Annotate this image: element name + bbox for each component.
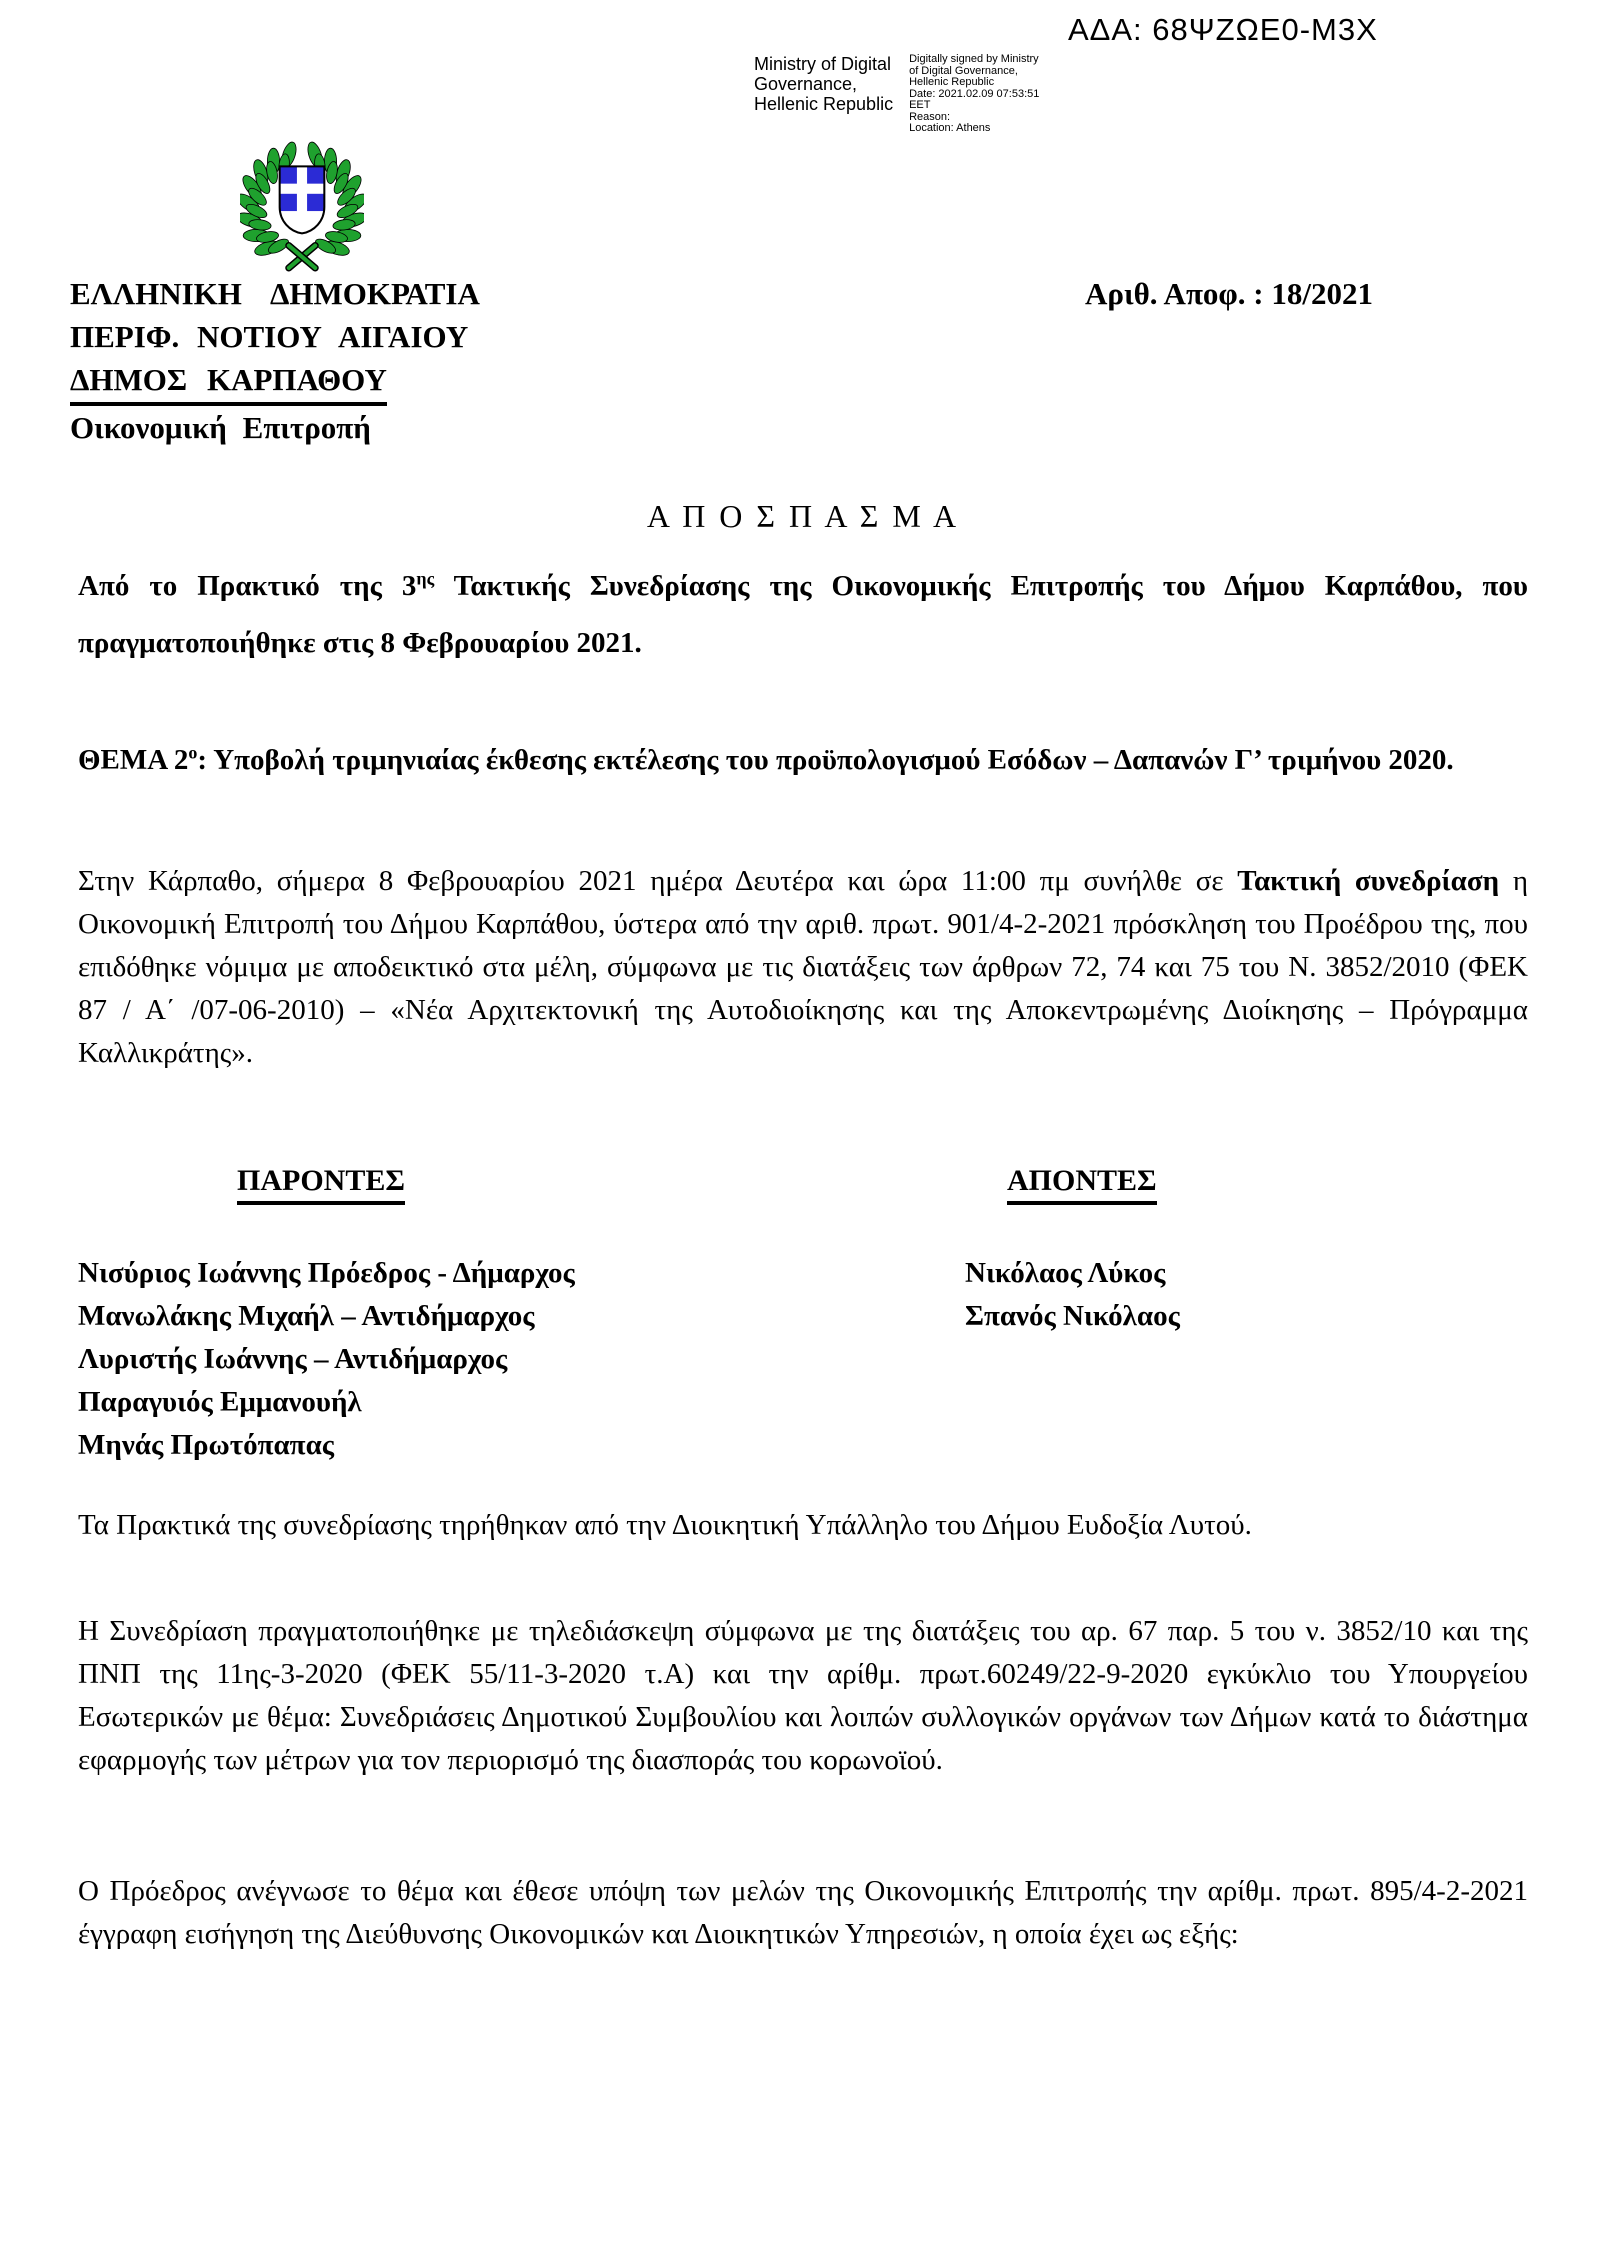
body-paragraph-4: Ο Πρόεδρος ανέγνωσε το θέμα και έθεσε υπόψη των μελών της Οικονομικής Επιτροπής την αρίθμ. πρωτ. 895/4-2-2021 έγγραφη εισήγηση της Διεύθυνσης Οικονομικών και Διοικητικών Υπηρεσιών, η οποία έχει ως εξής: bbox=[78, 1875, 1528, 1950]
digital-signature-block bbox=[754, 54, 1039, 135]
absent-header: ΑΠΟΝΤΕΣ bbox=[1007, 1164, 1157, 1205]
letterhead bbox=[70, 272, 480, 449]
list-item: Νισύριος Ιωάννης Πρόεδρος - Δήμαρχος bbox=[78, 1257, 575, 1289]
letterhead-committee: Οικονομική Επιτροπή bbox=[70, 410, 371, 445]
present-list bbox=[78, 1252, 575, 1467]
letterhead-republic: ΕΛΛΗΝΙΚΗ ΔΗΜΟΚΡΑΤΙΑ bbox=[70, 276, 480, 311]
signature-details-text: Digitally signed by Ministry of Digital Governance, Hellenic Republic Date: 2021.02.09 07:53:51 EET Reason: Location: Athens bbox=[909, 53, 1040, 134]
cross-shield bbox=[280, 166, 325, 233]
ada-code: ΑΔΑ: 68ΨΖΩΕ0-Μ3Χ bbox=[1068, 12, 1378, 47]
list-item: Σπανός Νικόλαος bbox=[965, 1300, 1180, 1332]
signature-signer-text: Ministry of Digital Governance, Hellenic Republic bbox=[754, 54, 894, 114]
body-paragraph-1: Στην Κάρπαθο, σήμερα 8 Φεβρουαρίου 2021 ημέρα Δευτέρα και ώρα 11:00 πμ συνήλθε σε Τακτική συνεδρίαση η Οικονομική Επιτροπή του Δήμου Καρπάθου, ύστερα από την αριθ. πρωτ. 901/4-2-2021 πρόσκληση του Προέδρου της, που επιδόθηκε νόμιμα με αποδεικτικό στα μέλη, σύμφωνα με τις διατάξεις των άρθρων 72, 74 και 75 του Ν. 3852/2010 (ΦΕΚ 87 / Α΄ /07-06-2010) – «Νέα Αρχιτεκτονική της Αυτοδιοίκησης και της Αποκεντρωμένης Διοίκησης – Πρόγραμμα Καλλικράτης». bbox=[78, 865, 1528, 1069]
list-item: Μανωλάκης Μιχαήλ – Αντιδήμαρχος bbox=[78, 1300, 535, 1332]
hellenic-republic-emblem-icon bbox=[240, 140, 364, 274]
list-item: Μηνάς Πρωτόπαπας bbox=[78, 1429, 334, 1461]
letterhead-region: ΠΕΡΙΦ. ΝΟΤΙΟΥ ΑΙΓΑΙΟΥ bbox=[70, 319, 469, 354]
absent-list bbox=[965, 1252, 1180, 1338]
list-item: Νικόλαος Λύκος bbox=[965, 1257, 1166, 1289]
decision-number: Αριθ. Αποφ. : 18/2021 bbox=[1085, 276, 1373, 311]
subject-paragraph: ΘΕΜΑ $2^o$: Υποβολή τριμηνιαίας έκθεσης εκτέλεσης του προϋπολογισμού Εσόδων – Δαπανών Γ’ τριμήνου 2020. bbox=[78, 742, 1454, 776]
present-header: ΠΑΡΟΝΤΕΣ bbox=[237, 1164, 405, 1205]
letterhead-municipality: ΔΗΜΟΣ ΚΑΡΠΑΘΟΥ bbox=[70, 358, 387, 406]
list-item: Λυριστής Ιωάννης – Αντιδήμαρχος bbox=[78, 1343, 508, 1375]
body-paragraph-3: Η Συνεδρίαση πραγματοποιήθηκε με τηλεδιάσκεψη σύμφωνα με της διατάξεις του αρ. 67 παρ. 5 του ν. 3852/10 και της ΠΝΠ της 11ης-3-2020 (ΦΕΚ 55/11-3-2020 τ.Α) και την αρίθμ. πρωτ.60249/22-9-2020 εγκύκλιο του Υπουργείου Εσωτερικών με θέμα: Συνεδριάσεις Δημοτικού Συμβουλίου και λοιπών συλλογικών οργάνων των Δήμων κατά το διάστημα εφαρμογής των μέτρων για τον περιορισμό της διασποράς του κορωνοϊού. bbox=[78, 1615, 1528, 1776]
document-title: Α Π Ο Σ Π Α Σ Μ Α bbox=[646, 498, 960, 534]
list-item: Παραγυιός Εμμανουήλ bbox=[78, 1386, 362, 1418]
wreath-stems bbox=[289, 246, 315, 268]
body-paragraph-2: Τα Πρακτικά της συνεδρίασης τηρήθηκαν από την Διοικητική Υπάλληλο του Δήμου Ευδοξία Λυτού. bbox=[78, 1509, 1252, 1541]
intro-paragraph: Από το Πρακτικό της $3^{\eta\varsigma}$ Τακτικής Συνεδρίασης της Οικονομικής Επιτροπής του Δήμου Καρπάθου, που πραγματοποιήθηκε στις 8 Φεβρουαρίου 2021. bbox=[78, 568, 1528, 659]
